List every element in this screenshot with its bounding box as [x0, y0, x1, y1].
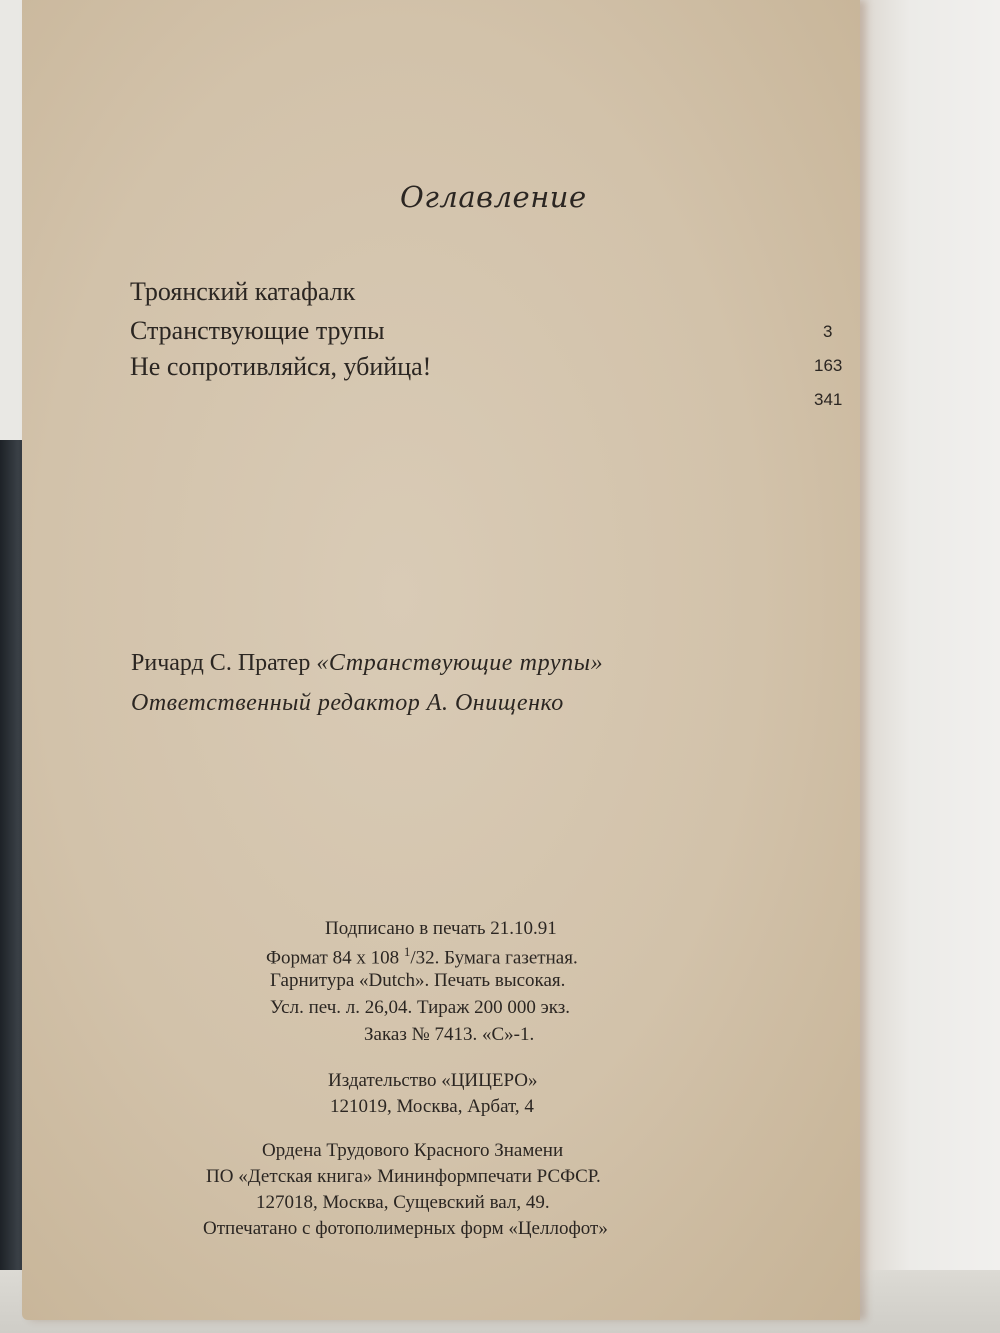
imprint-publisher-address: 121019, Москва, Арбат, 4 [330, 1096, 534, 1117]
toc-title: Оглавление [400, 180, 587, 214]
imprint-sheets: Усл. печ. л. 26,04. Тираж 200 000 экз. [270, 997, 571, 1018]
credit-author-line [131, 650, 603, 677]
author-name: Ричард С. Пратер [131, 650, 311, 676]
imprint-printer-1: Ордена Трудового Красного Знамени [262, 1140, 564, 1161]
imprint-printer-3: 127018, Москва, Сущевский вал, 49. [256, 1192, 550, 1213]
background-surface [850, 0, 1000, 1333]
imprint-printer-2: ПО «Детская книга» Мининформпечати РСФСР. [206, 1166, 601, 1187]
toc-page-1: 3 [823, 322, 833, 341]
imprint-publisher: Издательство «ЦИЦЕРО» [328, 1070, 538, 1091]
toc-item-2: Странствующие трупы [130, 316, 385, 345]
imprint-order: Заказ № 7413. «С»-1. [364, 1024, 535, 1045]
toc-page-3: 341 [814, 390, 843, 409]
editor-line: Ответственный редактор А. Онищенко [131, 690, 564, 716]
toc-item-3: Не сопротивляйся, убийца! [130, 352, 432, 381]
toc-item-1: Троянский катафалк [130, 277, 356, 306]
imprint-format [266, 944, 578, 969]
toc-page-2: 163 [814, 356, 843, 375]
imprint-format-fraction: 1 [403, 944, 411, 959]
imprint-format-b: /32. Бумага газетная. [410, 947, 578, 969]
imprint-typeface: Гарнитура «Dutch». Печать высокая. [270, 970, 566, 991]
book-title: «Странствующие трупы» [316, 650, 604, 676]
imprint-signed: Подписано в печать 21.10.91 [325, 918, 557, 939]
imprint-format-a: Формат 84 х 108 [266, 947, 400, 969]
imprint-printer-4: Отпечатано с фотополимерных форм «Целлофот» [203, 1218, 608, 1239]
